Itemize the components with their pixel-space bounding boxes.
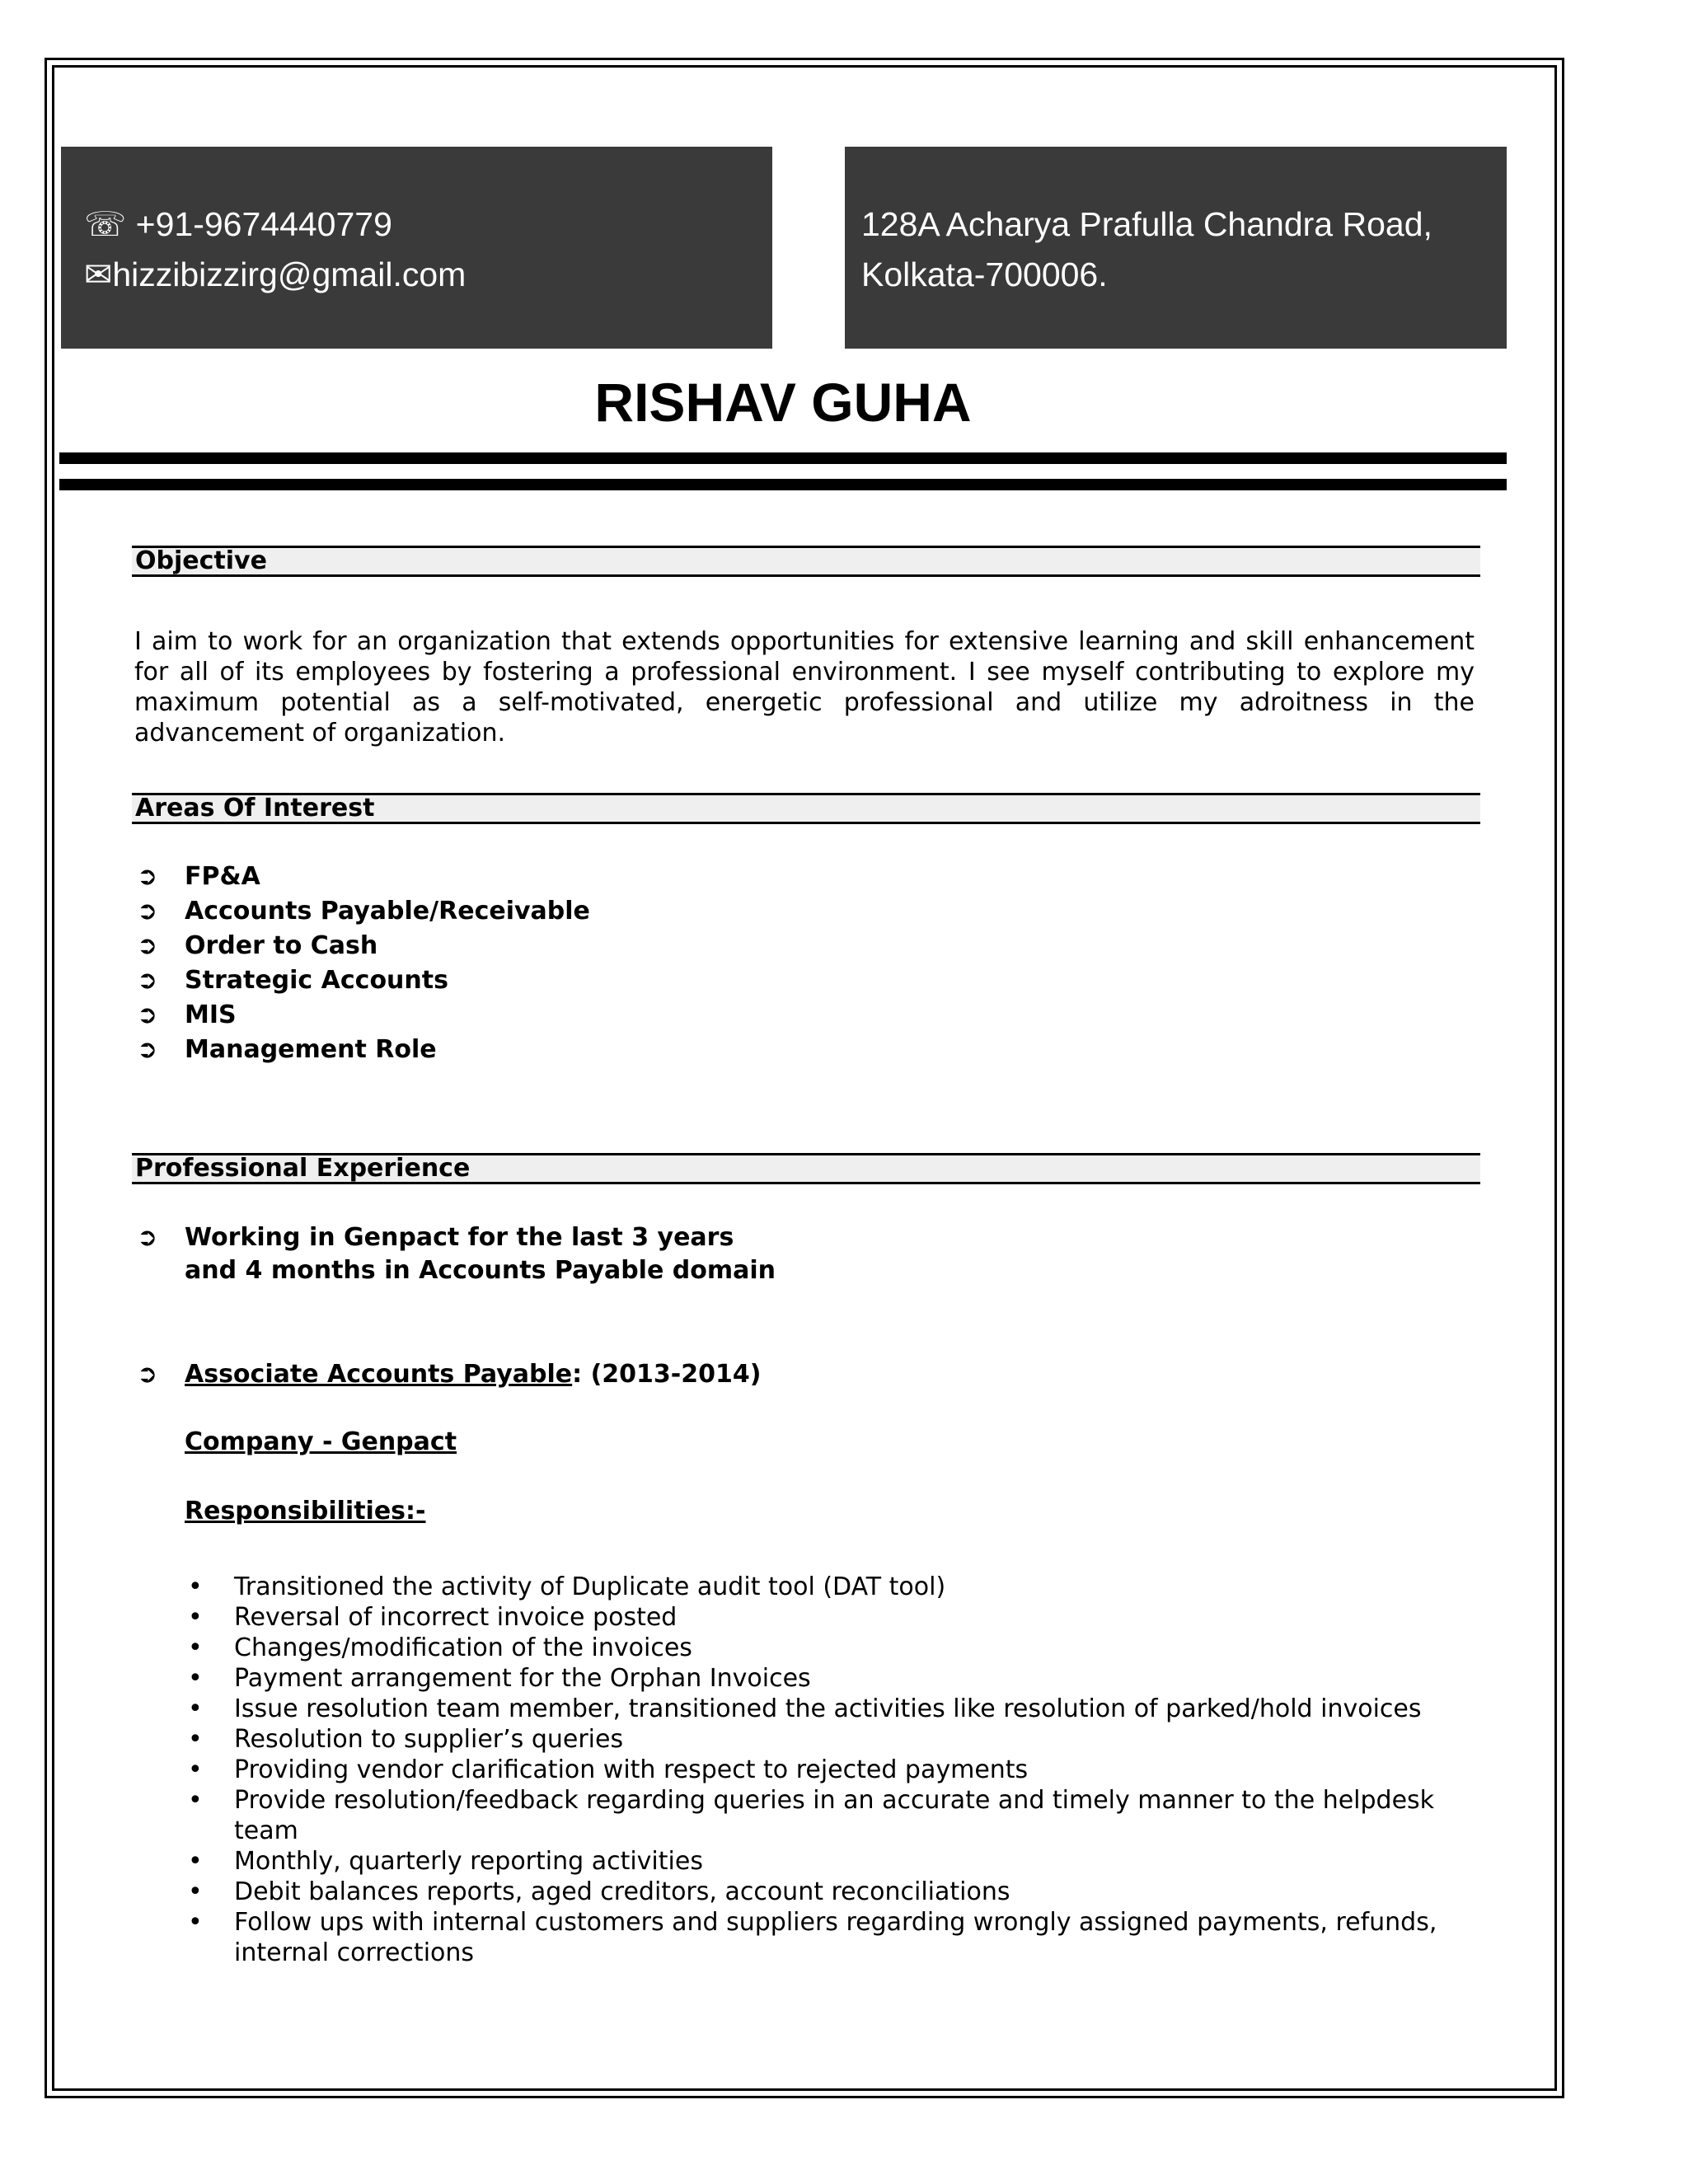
role-period: : (2013-2014)	[572, 1360, 762, 1389]
arrow-bullet-icon: ➲	[137, 862, 158, 891]
list-item: • Providing vendor clarification with respect to rejected payments	[188, 1755, 1029, 1784]
list-item: • Provide resolution/feedback regarding queries in an accurate and timely manner to the helpdesk team	[188, 1786, 1435, 1845]
list-item: • Changes/modification of the invoices	[188, 1633, 692, 1662]
arrow-bullet-icon: ➲	[137, 931, 158, 960]
objective-text: I aim to work for an organization that extends opportunities for extensive learning and skill enhancement for all of its employees by fostering a professional environment. I see myself contributing to explore my maximum potential as a self-motivated, energetic professional and utilize my adroitness in the advancement of organization.	[134, 627, 1475, 748]
phone-line: ☏ +91-9674440779	[84, 205, 392, 243]
list-item: • Reversal of incorrect invoice posted	[188, 1603, 678, 1632]
arrow-bullet-icon: ➲	[137, 1035, 158, 1064]
arrow-bullet-icon: ➲	[137, 897, 158, 926]
list-item: ➲ Order to Cash	[132, 929, 590, 963]
company-name: Company - Genpact	[185, 1427, 457, 1456]
bullet-dot-icon: •	[188, 1694, 203, 1723]
interests-list	[132, 860, 590, 1067]
summary-line-1: Working in Genpact for the last 3 years	[185, 1223, 734, 1252]
email-line: ✉hizzibizzirg@gmail.com	[84, 255, 467, 293]
list-item: • Follow ups with internal customers and suppliers regarding wrongly assigned payments, refunds, internal corrections	[188, 1908, 1437, 1967]
address-line-2: Kolkata-700006.	[861, 255, 1108, 293]
section-heading-experience: Professional Experience	[132, 1153, 1480, 1184]
bullet-dot-icon: •	[188, 1908, 203, 1937]
role-title	[185, 1358, 761, 1391]
list-item: • Resolution to supplier’s queries	[188, 1725, 624, 1754]
bullet-dot-icon: •	[188, 1572, 203, 1601]
list-item: ➲ MIS	[132, 998, 590, 1033]
list-item: ➲ Management Role	[132, 1033, 590, 1067]
list-item: ➲ FP&A	[132, 860, 590, 894]
bullet-dot-icon: •	[188, 1725, 203, 1754]
arrow-bullet-icon: ➲	[137, 966, 158, 995]
address-box	[845, 147, 1507, 349]
bullet-dot-icon: •	[188, 1786, 203, 1815]
section-heading-interests: Areas Of Interest	[132, 793, 1480, 824]
responsibilities-list	[185, 1572, 1487, 1968]
arrow-bullet-icon: ➲	[137, 1360, 158, 1389]
list-item: • Debit balances reports, aged creditors, account reconciliations	[188, 1877, 1010, 1906]
experience-summary	[185, 1221, 776, 1287]
list-item: • Transitioned the activity of Duplicate audit tool (DAT tool)	[188, 1572, 946, 1601]
list-item: ➲ Strategic Accounts	[132, 963, 590, 998]
candidate-name: RISHAV GUHA	[594, 372, 972, 433]
arrow-bullet-icon: ➲	[137, 1001, 158, 1029]
divider-thick-1	[59, 452, 1507, 464]
list-item: • Monthly, quarterly reporting activities	[188, 1847, 703, 1876]
responsibilities-heading: Responsibilities:-	[185, 1497, 426, 1526]
list-item: ➲ Accounts Payable/Receivable	[132, 894, 590, 929]
role-name: Associate Accounts Payable	[185, 1360, 573, 1389]
address-line-1: 128A Acharya Prafulla Chandra Road,	[861, 205, 1432, 243]
section-heading-objective: Objective	[132, 546, 1480, 577]
bullet-dot-icon: •	[188, 1603, 203, 1632]
summary-line-2: and 4 months in Accounts Payable domain	[185, 1256, 776, 1285]
bullet-dot-icon: •	[188, 1633, 203, 1662]
bullet-dot-icon: •	[188, 1847, 203, 1876]
list-item: • Payment arrangement for the Orphan Invoices	[188, 1664, 811, 1693]
bullet-dot-icon: •	[188, 1755, 203, 1784]
divider-thick-2	[59, 479, 1507, 490]
bullet-dot-icon: •	[188, 1664, 203, 1693]
arrow-bullet-icon: ➲	[137, 1223, 158, 1252]
list-item: • Issue resolution team member, transitioned the activities like resolution of parked/hold invoices	[188, 1694, 1422, 1723]
bullet-dot-icon: •	[188, 1877, 203, 1906]
contact-box	[61, 147, 772, 349]
